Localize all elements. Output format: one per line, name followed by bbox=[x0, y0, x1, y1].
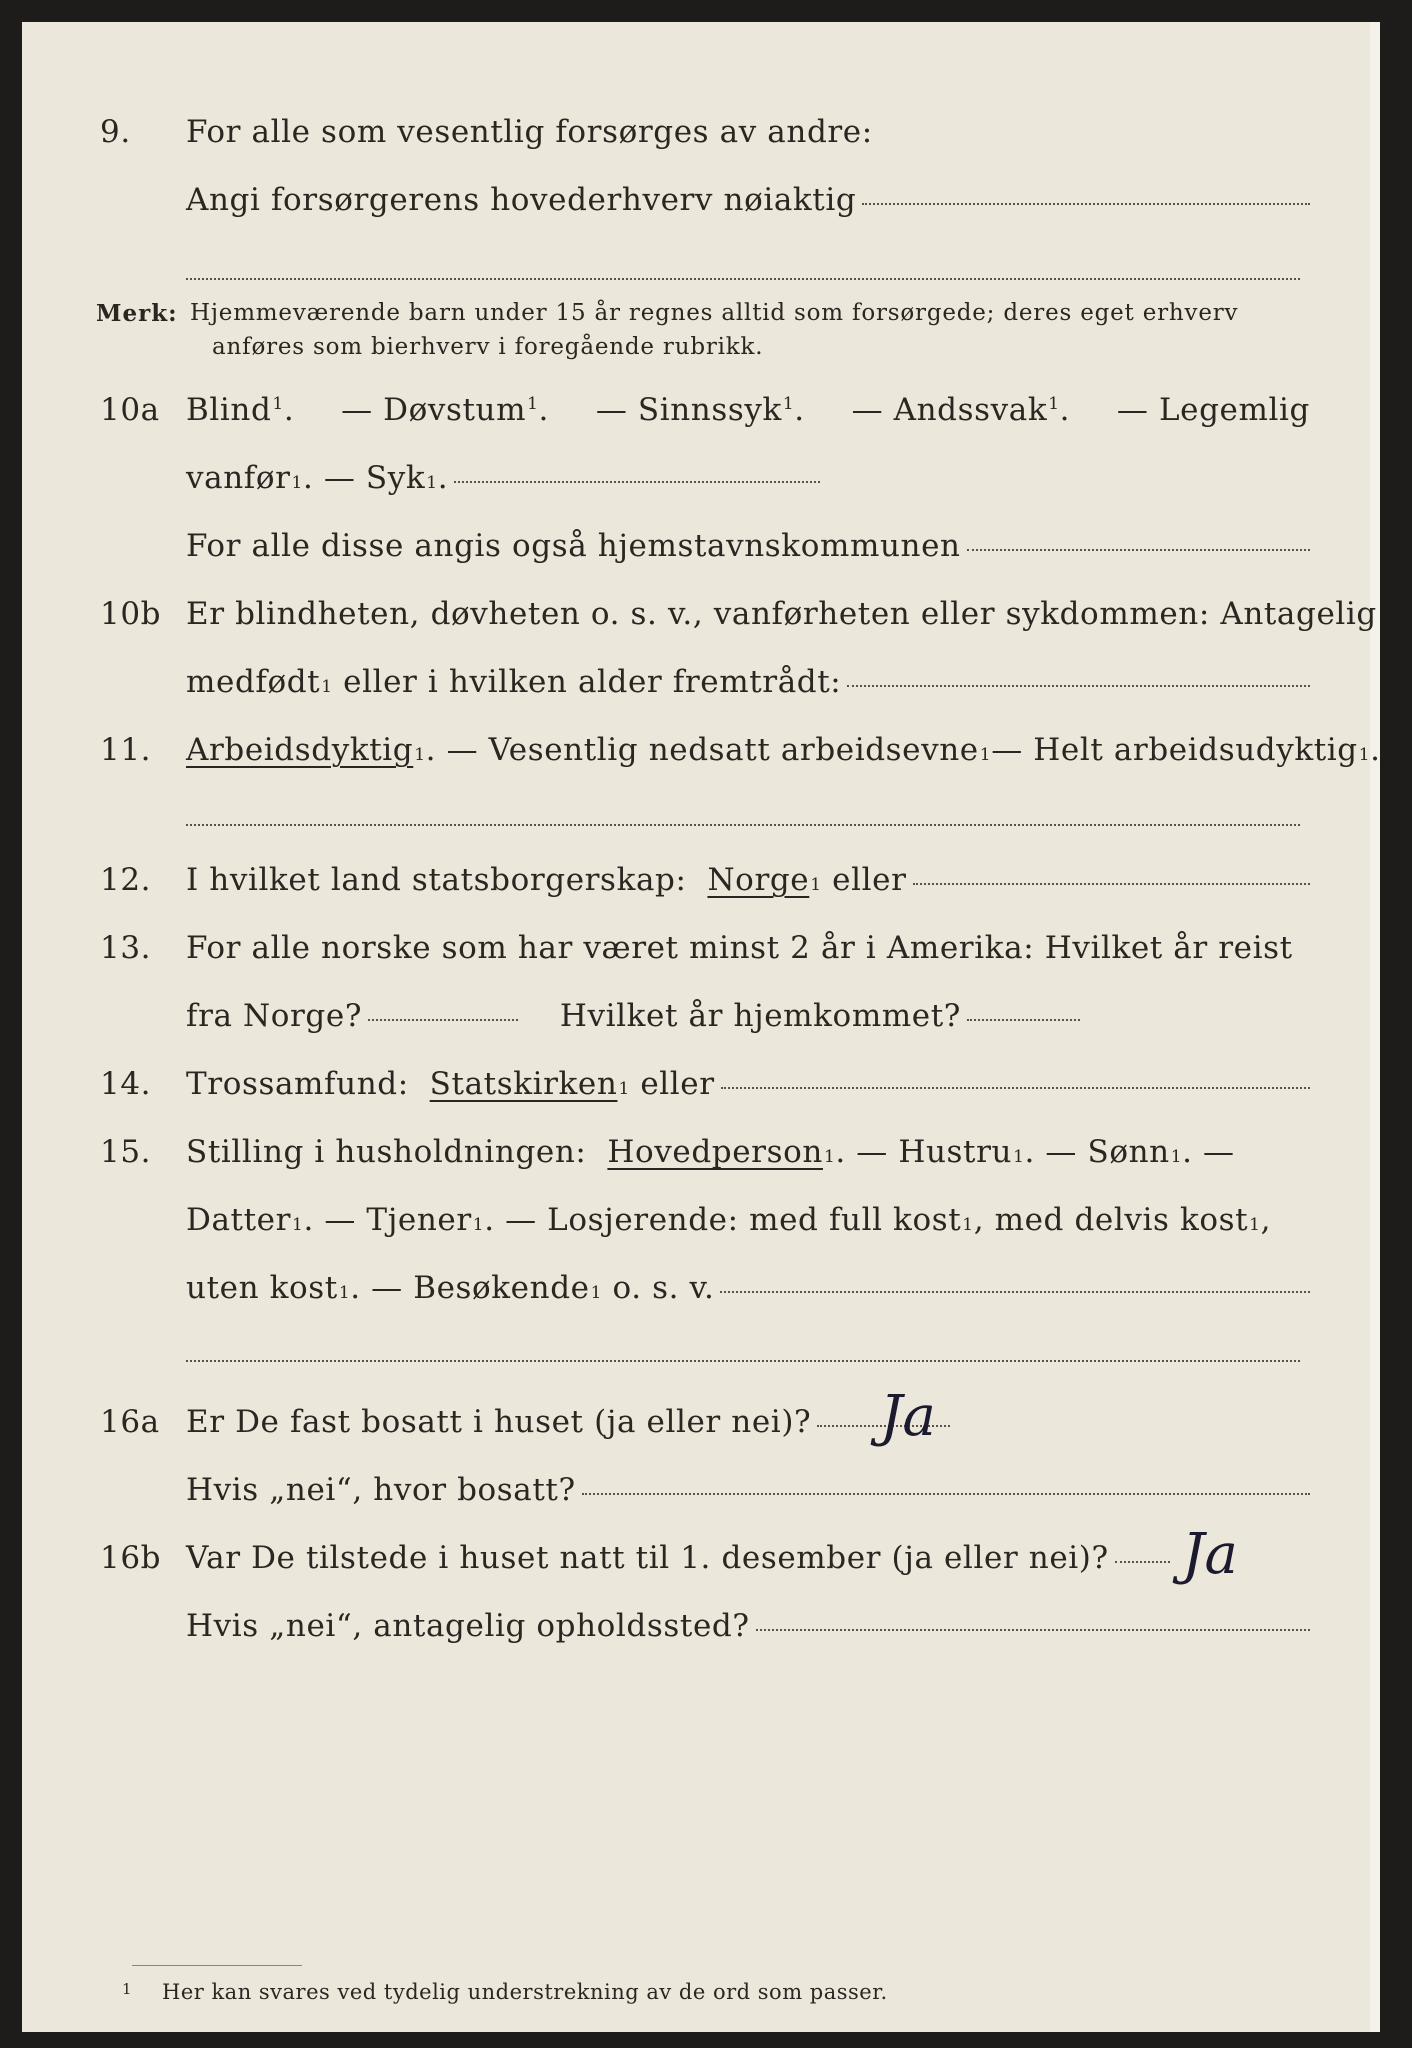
option-legemlig: — Legemlig bbox=[1116, 392, 1310, 428]
option-sinnssyk: — Sinnssyk bbox=[595, 392, 782, 428]
item-number: 16a bbox=[100, 1404, 160, 1440]
answer-line[interactable] bbox=[368, 1017, 518, 1021]
answer-line[interactable] bbox=[756, 1627, 1310, 1631]
option-andssvak: — Andssvak bbox=[851, 392, 1048, 428]
item-16a bbox=[22, 1404, 1380, 1464]
option-hustru: . — Hustru bbox=[835, 1134, 1013, 1170]
item-16b-line2 bbox=[22, 1608, 1380, 1668]
answer-line[interactable] bbox=[862, 201, 1310, 205]
item-text: Er De fast bosatt i huset (ja eller nei)? bbox=[186, 1404, 812, 1440]
handwritten-answer-16b: Ja bbox=[1182, 1522, 1238, 1587]
answer-line[interactable] bbox=[582, 1491, 1310, 1495]
option-arbeidsdyktig-underlined[interactable]: Arbeidsdyktig bbox=[186, 732, 414, 768]
item-10b-line2: medfødt 1 eller i hvilken alder fremtrådt: bbox=[22, 664, 1380, 724]
item-16a-line2 bbox=[22, 1472, 1380, 1532]
answer-line[interactable] bbox=[186, 1358, 1300, 1362]
item-text: eller bbox=[832, 862, 907, 898]
option-syk: — Syk bbox=[323, 460, 426, 496]
item-15-line2: Datter 1 . — Tjener 1 . — Losjerende: med full kost 1 , med delvis kost 1 , bbox=[186, 1202, 1272, 1238]
item-16b bbox=[22, 1540, 1380, 1600]
item-text: For alle norske som har været minst 2 år i Amerika: Hvilket år reist bbox=[186, 930, 1293, 966]
option-blind: Blind bbox=[186, 392, 272, 428]
item-text: I hvilket land statsborgerskap: bbox=[186, 862, 687, 898]
item-number: 16b bbox=[100, 1540, 162, 1576]
option-udyktig: — Helt arbeidsudyktig bbox=[991, 732, 1358, 768]
footnote-rule bbox=[132, 1965, 302, 1966]
note-label: Merk: bbox=[96, 300, 178, 327]
item-text: Trossamfund: bbox=[186, 1066, 409, 1102]
option-losjerende: . — Losjerende: med full kost bbox=[484, 1202, 962, 1238]
item-10a-line2: vanfør 1 . — Syk 1 . bbox=[22, 460, 1380, 520]
answer-line[interactable] bbox=[186, 822, 1300, 826]
answer-line[interactable] bbox=[720, 1289, 1310, 1293]
footnote-text: Her kan svares ved tydelig understrekning av de ord som passer. bbox=[162, 1980, 888, 2004]
item-12: 12. I hvilket land statsborgerskap: Norge 1 eller bbox=[22, 862, 1380, 922]
footnote-number: 1 bbox=[122, 1980, 132, 1998]
item-text: Angi forsørgerens hovederhverv nøiaktig bbox=[186, 182, 857, 218]
note-text: Hjemmeværende barn under 15 år regnes alltid som forsørgede; deres eget erhverv bbox=[190, 300, 1239, 326]
option-medfodt: medfødt bbox=[186, 664, 321, 700]
option-uten-kost: uten kost bbox=[186, 1270, 338, 1306]
answer-line[interactable] bbox=[721, 1085, 1310, 1089]
item-number: 14. bbox=[100, 1066, 152, 1102]
item-text: For alle som vesentlig forsørges av andre: bbox=[186, 114, 873, 150]
item-number: 10b bbox=[100, 596, 162, 632]
item-10a: 10a Blind1. — Døvstum1. — Sinnssyk1. — Andssvak1. — Legemlig bbox=[100, 392, 1310, 428]
option-norge-underlined[interactable]: Norge bbox=[707, 862, 810, 898]
item-9 bbox=[22, 114, 1380, 174]
option-delvis-kost: , med delvis kost bbox=[973, 1202, 1249, 1238]
answer-line[interactable] bbox=[847, 683, 1310, 687]
item-text: eller bbox=[640, 1066, 715, 1102]
answer-line[interactable] bbox=[186, 276, 1300, 280]
item-text: Hvilket år hjemkommet? bbox=[559, 998, 962, 1034]
item-number: 9. bbox=[100, 114, 131, 150]
item-text: Hvis „nei“, hvor bosatt? bbox=[186, 1472, 576, 1508]
option-tjener: . — Tjener bbox=[303, 1202, 472, 1238]
option-statskirken-underlined[interactable]: Statskirken bbox=[429, 1066, 618, 1102]
option-vanfor: vanfør bbox=[186, 460, 291, 496]
answer-line[interactable] bbox=[967, 1017, 1080, 1021]
item-13-line2 bbox=[22, 998, 1380, 1058]
note bbox=[22, 300, 1380, 370]
answer-line[interactable] bbox=[967, 547, 1310, 551]
item-9-line2 bbox=[22, 182, 1380, 242]
item-10b bbox=[22, 596, 1380, 656]
item-15-line3: uten kost 1 . — Besøkende 1 o. s. v. bbox=[22, 1270, 1380, 1330]
form-page bbox=[22, 22, 1380, 2032]
option-hovedperson-underlined[interactable]: Hovedperson bbox=[607, 1134, 823, 1170]
item-text: For alle disse angis også hjemstavnskommunen bbox=[186, 528, 961, 564]
option-besokende: . — Besøkende bbox=[350, 1270, 590, 1306]
answer-line[interactable] bbox=[1115, 1559, 1170, 1563]
option-datter: Datter bbox=[186, 1202, 292, 1238]
item-number: 12. bbox=[100, 862, 152, 898]
answer-line[interactable] bbox=[913, 881, 1311, 885]
item-text: Stilling i husholdningen: bbox=[186, 1134, 587, 1170]
item-text: Hvis „nei“, antagelig opholdssted? bbox=[186, 1608, 750, 1644]
item-text: Er blindheten, døvheten o. s. v., vanførheten eller sykdommen: Antagelig bbox=[186, 596, 1377, 632]
item-11: 11. Arbeidsdyktig 1 . — Vesentlig nedsatt arbeidsevne 1 — Helt arbeidsudyktig 1 . bbox=[100, 732, 1381, 768]
item-14: 14. Trossamfund: Statskirken 1 eller bbox=[22, 1066, 1380, 1126]
item-15: 15. Stilling i husholdningen: Hovedperson 1 . — Hustru 1 . — Sønn 1 . — bbox=[100, 1134, 1235, 1170]
item-text: fra Norge? bbox=[186, 998, 363, 1034]
option-dovstum: — Døvstum bbox=[341, 392, 527, 428]
item-text: o. s. v. bbox=[612, 1270, 715, 1306]
note-text: anføres som bierhverv i foregående rubrikk. bbox=[212, 334, 764, 360]
answer-line[interactable] bbox=[454, 479, 820, 483]
item-10a-line3 bbox=[22, 528, 1380, 588]
item-13 bbox=[22, 930, 1380, 990]
item-number: 11. bbox=[100, 732, 152, 768]
item-text: eller i hvilken alder fremtrådt: bbox=[343, 664, 842, 700]
item-text: Var De tilstede i huset natt til 1. desember (ja eller nei)? bbox=[186, 1540, 1109, 1576]
item-number: 10a bbox=[100, 392, 160, 428]
handwritten-answer-16a: Ja bbox=[880, 1384, 936, 1449]
item-number: 13. bbox=[100, 930, 152, 966]
option-sonn: . — Sønn bbox=[1024, 1134, 1170, 1170]
item-number: 15. bbox=[100, 1134, 152, 1170]
option-nedsatt: . — Vesentlig nedsatt arbeidsevne bbox=[425, 732, 979, 768]
